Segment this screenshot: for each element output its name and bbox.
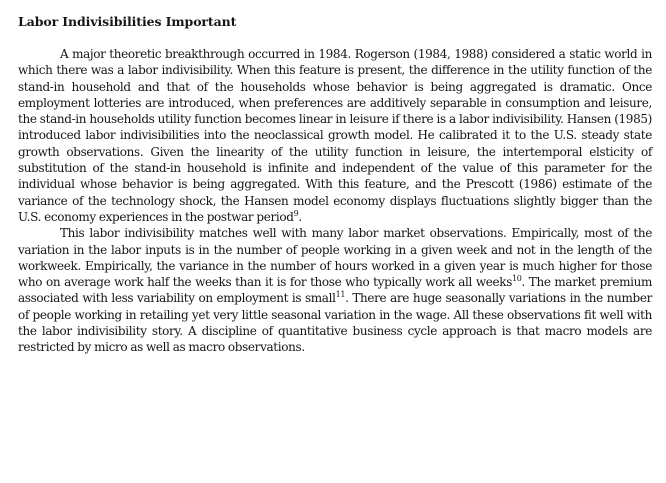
paragraph-1-end: . — [298, 209, 302, 224]
section-heading: Labor Indivisibilities Important — [18, 14, 237, 29]
paragraph-2-text-a: This labor indivisibility matches well with many labor market observations. Empirically, most of the variation in the labor inputs is in the number of people working in a given week and not in the length of the workweek. Empirically, the variance in the number of hours worked in a given year is much higher for those who on average work half the weeks than it is for those who typically work all weeks — [18, 226, 652, 290]
footnote-marker-9: 9 — [293, 208, 299, 218]
paragraph-2 — [18, 225, 652, 355]
paragraph-2-text-b: . The market premium associated with less variability on employment is small — [18, 275, 652, 306]
footnote-marker-10: 10 — [512, 274, 522, 284]
footnote-marker-11: 11 — [335, 290, 346, 300]
paragraph-1 — [18, 46, 652, 225]
paragraph-1-text: A major theoretic breakthrough occurred in 1984. Rogerson (1984, 1988) considered a static world in which there was a labor indivisibility. When this feature is present, the difference in the utility function of the stand-in household and that of the households whose behavior is being aggregated is dramatic. Once employment lotteries are introduced, when preferences are additively separable in consumption and leisure, the stand-in households utility function becomes linear in leisure if there is a labor indivisibility. Hansen (1985) introduced labor indivisibilities into the neoclassical growth model. He calibrated it to the U.S. steady state growth observations. Given the linearity of the utility function in leisure, the intertemporal elsticity of substitution of the stand-in household is infinite and independent of the value of this parameter for the individual whose behavior is being aggregated. With this feature, and the Prescott (1986) estimate of the variance of the technology shock, the Hansen model economy displays fluctuations slightly bigger than the U.S. economy experiences in the postwar period — [18, 47, 652, 224]
paragraph-2-text-c: . There are huge seasonally variations in the number of people working in retailing yet very little seasonal variation in the wage. All these observations fit well with the labor indivisibility story. A discipline of quantitative business cycle approach is that macro models are restricted by micro as well as macro observations. — [18, 291, 652, 355]
